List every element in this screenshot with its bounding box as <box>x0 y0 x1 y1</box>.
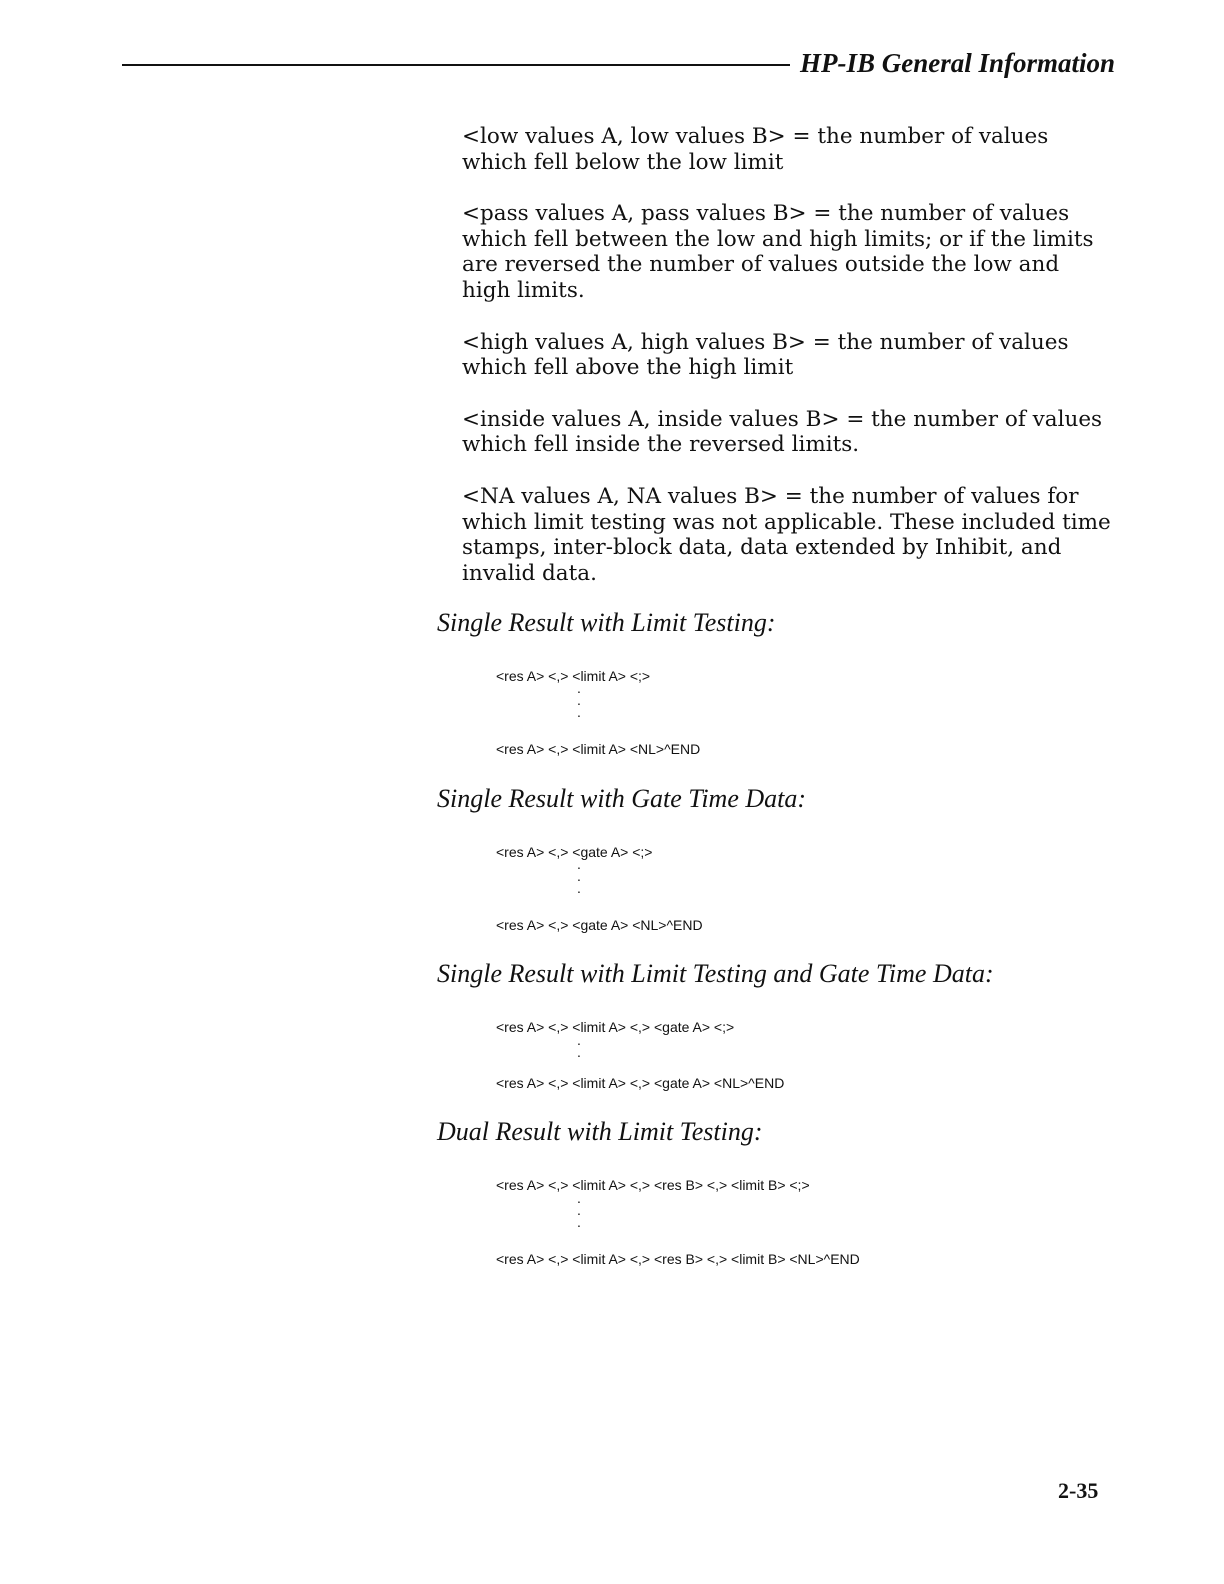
definition-inside-values: <inside values A, inside values B> = the number of values which fell inside the reversed limits. <box>462 406 1103 458</box>
code-last-line: <res A> <,> <limit A> <,> <gate A> <NL>^END <box>496 1075 785 1091</box>
code-last-line: <res A> <,> <gate A> <NL>^END <box>496 917 703 933</box>
code-first-line: <res A> <,> <limit A> <,> <res B> <,> <limit B> <;> <box>496 1177 810 1193</box>
section-dual-result <box>437 1117 1137 1147</box>
section-title: Single Result with Limit Testing and Gate Time Data: <box>437 959 994 988</box>
section-limit-testing <box>437 608 1137 638</box>
section-limit-and-gate <box>437 959 1137 989</box>
definitions-list <box>462 124 1112 612</box>
definition-low-values: <low values A, low values B> = the number of values which fell below the low limit <box>462 124 1049 175</box>
continuation-dots: . . . <box>577 680 581 720</box>
continuation-dots: . . <box>577 1032 581 1060</box>
code-last-line: <res A> <,> <limit A> <,> <res B> <,> <limit B> <NL>^END <box>496 1251 860 1267</box>
section-gate-time <box>437 784 1137 814</box>
definition-high-values: <high values A, high values B> = the number of values which fell above the high limit <box>462 329 1069 381</box>
continuation-dots: . . . <box>577 1190 581 1230</box>
code-first-line: <res A> <,> <limit A> <;> <box>496 668 651 684</box>
page-number: 2-35 <box>1058 1478 1099 1503</box>
section-title: Dual Result with Limit Testing: <box>437 1117 763 1146</box>
code-last-line: <res A> <,> <limit A> <NL>^END <box>496 741 701 757</box>
section-title: Single Result with Gate Time Data: <box>437 784 807 813</box>
header-rule <box>122 64 790 66</box>
code-first-line: <res A> <,> <limit A> <,> <gate A> <;> <box>496 1019 735 1035</box>
definition-na-values: <NA values A, NA values B> = the number of values for which limit testing was not applicable. These included time stamps, inter-block data, data extended by Inhibit, and invalid data. <box>462 483 1111 586</box>
running-header-title: HP-IB General Information <box>800 48 1116 78</box>
code-first-line: <res A> <,> <gate A> <;> <box>496 844 653 860</box>
continuation-dots: . . . <box>577 856 581 896</box>
section-title: Single Result with Limit Testing: <box>437 608 776 637</box>
definition-pass-values: <pass values A, pass values B> = the number of values which fell between the low and high limits; or if the limits are reversed the number of values outside the low and high limits. <box>462 201 1094 303</box>
